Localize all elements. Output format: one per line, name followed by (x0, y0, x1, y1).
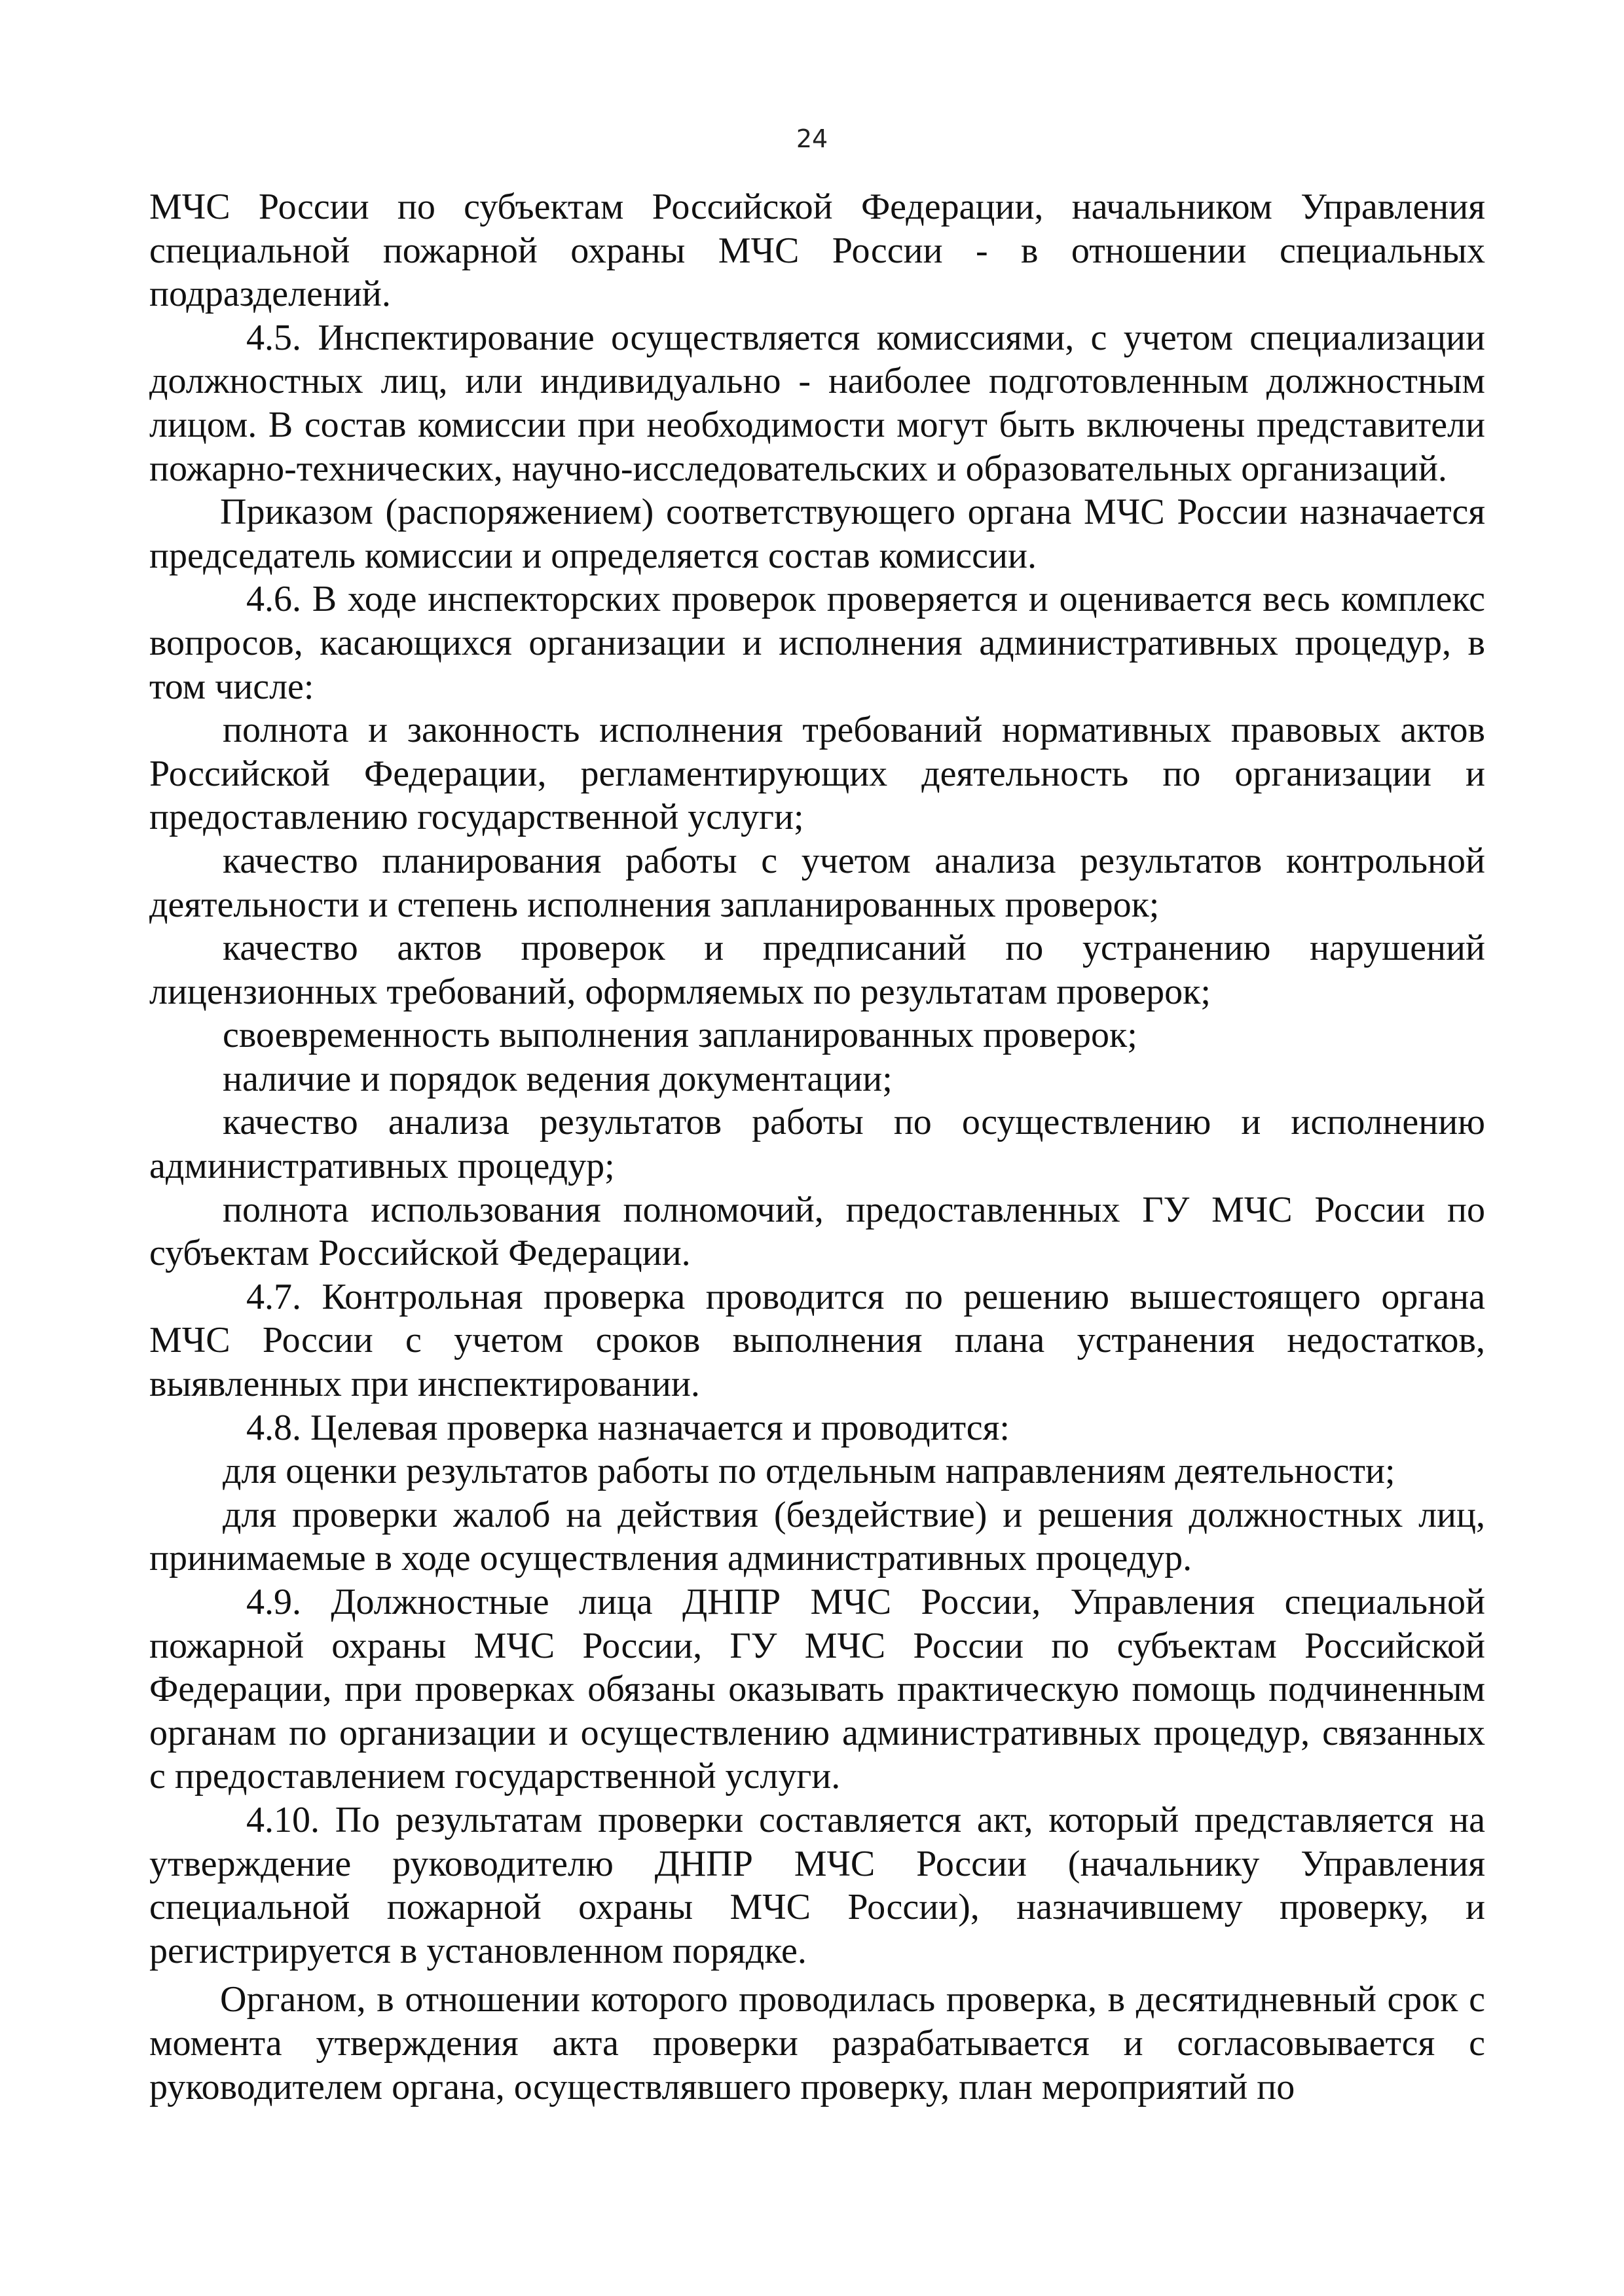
list-item-timeliness: своевременность выполнения запланированных проверок; (223, 1015, 1137, 1056)
list-item-results-evaluation: для оценки результатов работы по отдельным направлениям деятельности; (223, 1451, 1395, 1492)
list-item-planning-quality: качество планирования работы с учетом анализа результатов контрольной деятельности и степень исполнения запланированных проверок; (149, 840, 1485, 925)
list-item-analysis-quality: качество анализа результатов работы по осуществлению и исполнению административных процедур; (149, 1102, 1485, 1187)
paragraph-4-5: 4.5. Инспектирование осуществляется комиссиями, с учетом специализации должностных лиц, или индивидуально - наиболее подготовленным должностным лицом. В состав комиссии при необходимости могут быть включены представители пожарно-технических, научно-исследовательских и образовательных организаций. (149, 317, 1485, 489)
paragraph-4-10: 4.10. По результатам проверки составляется акт, который представляется на утверждение руководителю ДНПР МЧС России (начальнику Управления специальной пожарной охраны МЧС России), назначившему проверку, и регистрируется в установленном порядке. (149, 1799, 1485, 1971)
paragraph-action-plan: Органом, в отношении которого проводилась проверка, в десятидневный срок с момента утверждения акта проверки разрабатывается и согласовывается с руководителем органа, осуществлявшего проверку, план мероприятий по (149, 1979, 1485, 2107)
page-number: 24 (796, 124, 828, 153)
paragraph-order-chair: Приказом (распоряжением) соответствующего органа МЧС России назначается председатель комиссии и определяется состав комиссии. (149, 492, 1485, 576)
list-item-documentation: наличие и порядок ведения документации; (223, 1058, 893, 1099)
paragraph-continuation: МЧС России по субъектам Российской Федерации, начальником Управления специальной пожарной охраны МЧС России - в отношении специальных подразделений. (149, 187, 1485, 315)
list-item-acts-quality: качество актов проверок и предписаний по устранению нарушений лицензионных требований, оформляемых по результатам проверок; (149, 928, 1485, 1012)
paragraph-4-6: 4.6. В ходе инспекторских проверок проверяется и оценивается весь комплекс вопросов, касающихся организации и исполнения административных процедур, в том числе: (149, 579, 1485, 707)
paragraph-4-8: 4.8. Целевая проверка назначается и проводится: (246, 1407, 1010, 1448)
document-body (149, 185, 1485, 2109)
list-item-powers-usage: полнота использования полномочий, предоставленных ГУ МЧС России по субъектам Российской Федерации. (149, 1189, 1485, 1274)
list-item-complaints: для проверки жалоб на действия (бездействие) и решения должностных лиц, принимаемые в ходе осуществления административных процедур. (149, 1494, 1485, 1579)
paragraph-4-9: 4.9. Должностные лица ДНПР МЧС России, Управления специальной пожарной охраны МЧС России, ГУ МЧС России по субъектам Российской Федерации, при проверках обязаны оказывать практическую помощь подчиненным органам по организации и осуществлению административных процедур, связанных с предоставлением государственной услуги. (149, 1582, 1485, 1797)
paragraph-4-7: 4.7. Контрольная проверка проводится по решению вышестоящего органа МЧС России с учетом сроков выполнения плана устранения недостатков, выявленных при инспектировании. (149, 1276, 1485, 1405)
list-item-completeness: полнота и законность исполнения требований нормативных правовых актов Российской Федерации, регламентирующих деятельность по организации и предоставлению государственной услуги; (149, 710, 1485, 838)
